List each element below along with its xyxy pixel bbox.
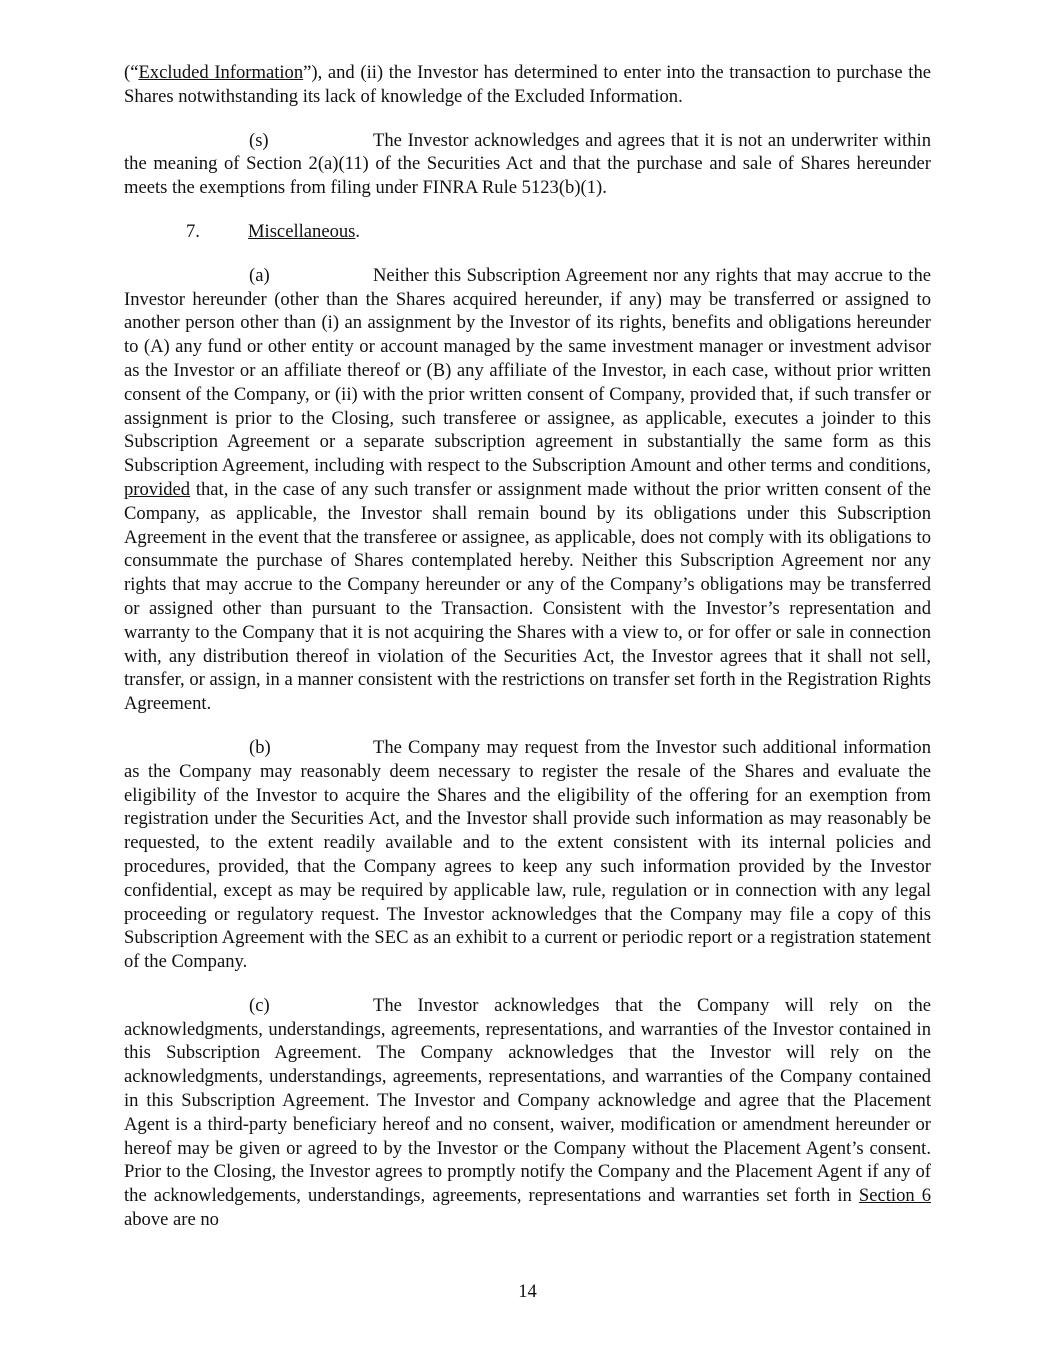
section-7-number: 7. — [186, 220, 200, 242]
document-page — [124, 61, 931, 1252]
paragraph-s-label: (s) — [249, 129, 269, 151]
paragraph-s — [124, 129, 931, 200]
paragraph-b-text: The Company may request from the Investor such additional information as the Company may reasonably deem necessary to register the resale of the Shares and evaluate the eligibility of the Investor to acquire the Shares and the eligibility of the offering for an exemption from registration under the Securities Act, and the Investor shall provide such information as may reasonably be requested, to the extent readily available and to the extent consistent with its internal policies and procedures, provided, that the Company agrees to keep any such information provided by the Investor confidential, except as may be required by applicable law, rule, regulation or in connection with any legal proceeding or regulatory request. The Investor acknowledges that the Company may file a copy of this Subscription Agreement with the SEC as an exhibit to a current or periodic report or a registration statement of the Company. — [124, 736, 931, 973]
defined-term-excluded-information: Excluded Information — [138, 62, 304, 83]
paragraph-a-text-before: Neither this Subscription Agreement nor any rights that may accrue to the Investor hereunder (other than the Shares acquired hereunder, if any) may be transferred or assigned to another person other than (i) an assignment by the Investor of its rights, benefits and obligations hereunder to (A) any fund or other entity or account managed by the same investment manager or investment advisor as the Investor or an affiliate thereof or (B) any affiliate of the Investor, in each case, without prior written consent of the Company, or (ii) with the prior written consent of Company, provided that, if such transfer or assignment is prior to the Closing, such transferee or assignee, as applicable, executes a joinder to this Subscription Agreement or a separate subscription agreement in substantially the same form as this Subscription Agreement, including with respect to the Subscription Amount and other terms and conditions, — [124, 264, 931, 477]
page-number: 14 — [518, 1281, 537, 1302]
section-7-title-suffix: . — [355, 220, 361, 242]
paragraph-c-label: (c) — [249, 994, 270, 1016]
paragraph-c — [124, 994, 931, 1232]
paragraph-a-label: (a) — [249, 264, 270, 286]
open-quote: (“ — [124, 62, 139, 83]
section-6-reference: Section 6 — [858, 1185, 931, 1207]
paragraph-a-indent — [124, 264, 373, 288]
paragraph-c-indent — [124, 994, 373, 1018]
paragraph-r-text: ”), and (ii) the Investor has determined to enter into the transaction to purchase the Shares notwithstanding its lack of knowledge of the Excluded Information. — [124, 62, 931, 107]
section-7-title: Miscellaneous — [248, 220, 356, 242]
paragraph-s-text: The Investor acknowledges and agrees that it is not an underwriter within the meaning of Section 2(a)(11) of the Securities Act and that the purchase and sale of Shares hereunder meets the exemptions from filing under FINRA Rule 5123(b)(1). — [124, 129, 931, 199]
provided-term: provided — [124, 478, 191, 500]
section-7-heading — [124, 220, 931, 244]
paragraph-c-text-before: The Investor acknowledges that the Company will rely on the acknowledgments, understandings, agreements, representations, and warranties of the Investor contained in this Subscription Agreement. The Company acknowledges that the Investor will rely on the acknowledgments, understandings, agreements, representations, and warranties of the Company contained in this Subscription Agreement. The Investor and Company acknowledge and agree that the Placement Agent is a third-party beneficiary hereof and no consent, waiver, modification or amendment hereunder or hereof may be given or agreed to by the Investor or the Company without the Placement Agent’s consent. Prior to the Closing, the Investor agrees to promptly notify the Company and the Placement Agent if any of the acknowledgements, understandings, agreements, representations and warranties set forth in — [124, 994, 931, 1207]
paragraph-a — [124, 264, 931, 716]
paragraph-b-indent — [124, 736, 373, 760]
paragraph-s-indent — [124, 129, 373, 153]
paragraph-a-text-after: that, in the case of any such transfer or assignment made without the prior written consent of the Company, as applicable, the Investor shall remain bound by its obligations under this Subscription Agreement in the event that the transferee or assignee, as applicable, does not comply with its obligations to consummate the purchase of Shares contemplated hereby. Neither this Subscription Agreement nor any rights that may accrue to the Company hereunder or any of the Company’s obligations may be transferred or assigned other than pursuant to the Transaction. Consistent with the Investor’s representation and warranty to the Company that it is not acquiring the Shares with a view to, or for offer or sale in connection with, any distribution thereof in violation of the Securities Act, the Investor agrees that it shall not sell, transfer, or assign, in a manner consistent with the restrictions on transfer set forth in the Registration Rights Agreement. — [124, 478, 931, 715]
paragraph-c-text-after: above are no — [124, 1209, 219, 1231]
paragraph-b — [124, 736, 931, 974]
paragraph-b-label: (b) — [249, 736, 271, 758]
paragraph-r-continuation — [124, 61, 931, 109]
